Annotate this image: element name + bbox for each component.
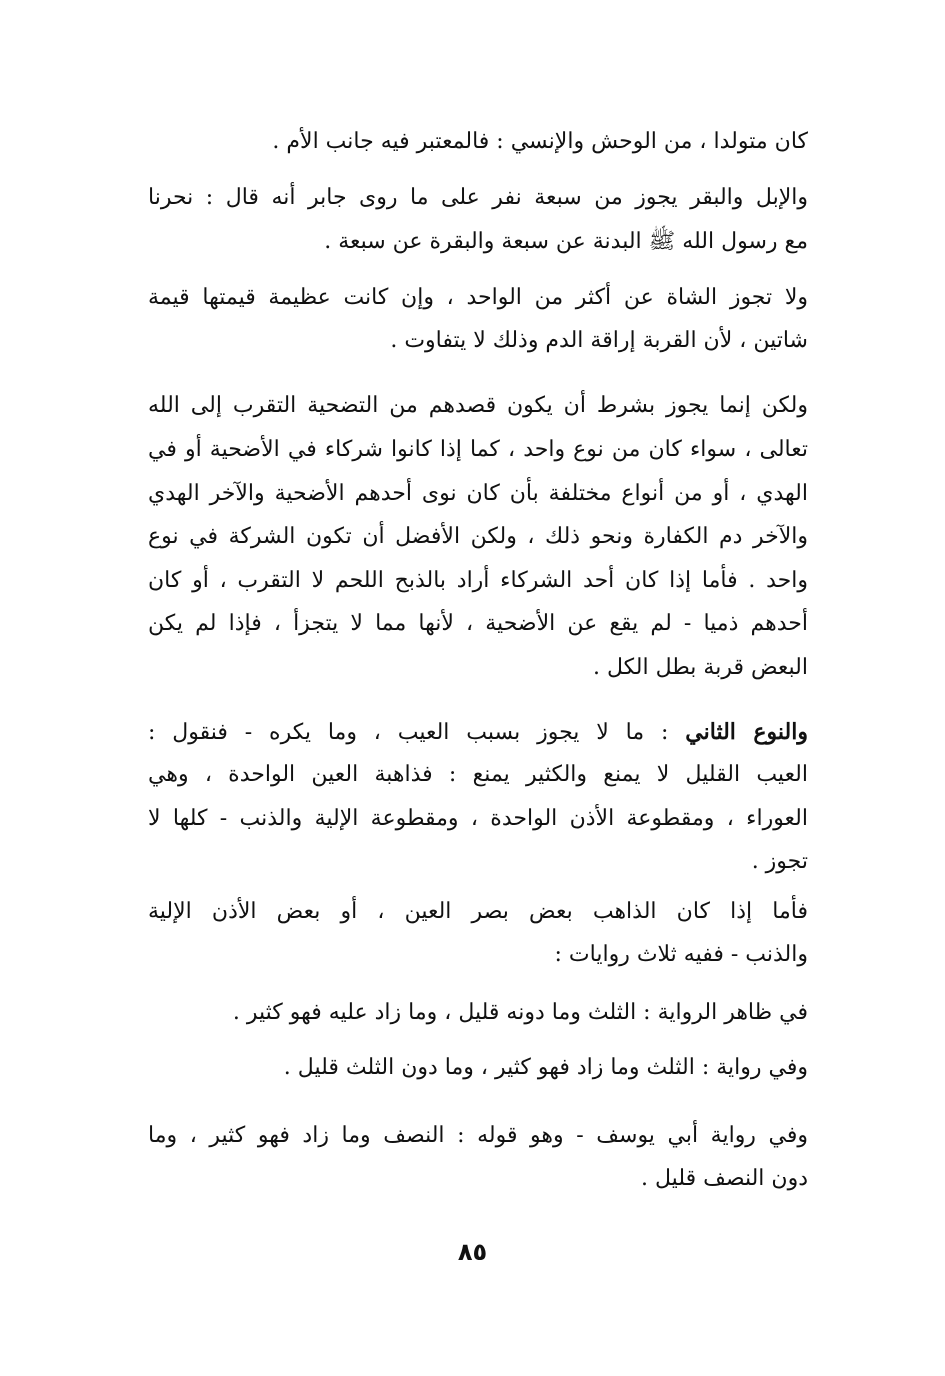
text-line: دون النصف قليل . [641, 1166, 808, 1191]
page-number: ٨٥ [457, 1238, 488, 1266]
text-line: العوراء ، ومقطوعة الأذن الواحدة ، ومقطوعة الإلية والذنب - كلها لا [148, 806, 808, 831]
section-heading: والنوع الثاني [685, 719, 808, 745]
heading-continuation: : ما لا يجوز بسبب العيب ، وما يكره - فنقول : [148, 720, 686, 745]
text-line: الهدي ، أو من أنواع مختلفة بأن كان نوى أحدهم الأضحية والآخر الهدي [148, 481, 808, 506]
text-line: ولا تجوز الشاة عن أكثر من الواحد ، وإن كانت عظيمة قيمتها قيمة [148, 285, 808, 310]
text-line: مع رسول الله ﷺ البدنة عن سبعة والبقرة عن سبعة . [324, 229, 808, 254]
text-line: تعالى ، سواء كان من نوع واحد ، كما إذا كانوا شركاء في الأضحية أو في [148, 437, 808, 462]
text-line: واحد . فأما إذا كان أحد الشركاء أراد بالذبح اللحم لا التقرب ، أو كان [148, 568, 808, 593]
text-line: وفي رواية : الثلث وما زاد فهو كثير ، وما دون الثلث قليل . [283, 1055, 808, 1080]
text-line: والإبل والبقر يجوز من سبعة نفر على ما روى جابر أنه قال : نحرنا [148, 185, 808, 210]
text-line: تجوز . [751, 849, 808, 874]
text-line: في ظاهر الرواية : الثلث وما دونه قليل ، وما زاد عليه فهو كثير . [232, 1000, 808, 1025]
text-line: وفي رواية أبي يوسف - وهو قوله : النصف وما زاد فهو كثير ، وما [148, 1123, 808, 1148]
text-line: ولكن إنما يجوز بشرط أن يكون قصدهم من التضحية التقرب إلى الله [148, 393, 808, 418]
text-line [148, 714, 808, 750]
text-line: والآخر دم الكفارة ونحو ذلك ، ولكن الأفضل أن تكون الشركة في نوع [148, 524, 808, 549]
text-line: شاتين ، لأن القربة إراقة الدم وذلك لا يتفاوت . [390, 328, 808, 353]
text-line: أحدهم ذميا - لم يقع عن الأضحية ، لأنها مما لا يتجزأ ، فإذا لم يكن [148, 611, 808, 636]
text-line: كان متولدا ، من الوحش والإنسي : فالمعتبر فيه جانب الأم . [272, 129, 808, 154]
text-line: والذنب - ففيه ثلاث روايات : [554, 942, 808, 967]
text-line: البعض قربة بطل الكل . [592, 655, 808, 680]
text-line: العيب القليل لا يمنع والكثير يمنع : فذاهبة العين الواحدة ، وهي [148, 762, 808, 787]
text-line: فأما إذا كان الذاهب بعض بصر العين ، أو بعض الأذن الإلية [148, 899, 808, 924]
